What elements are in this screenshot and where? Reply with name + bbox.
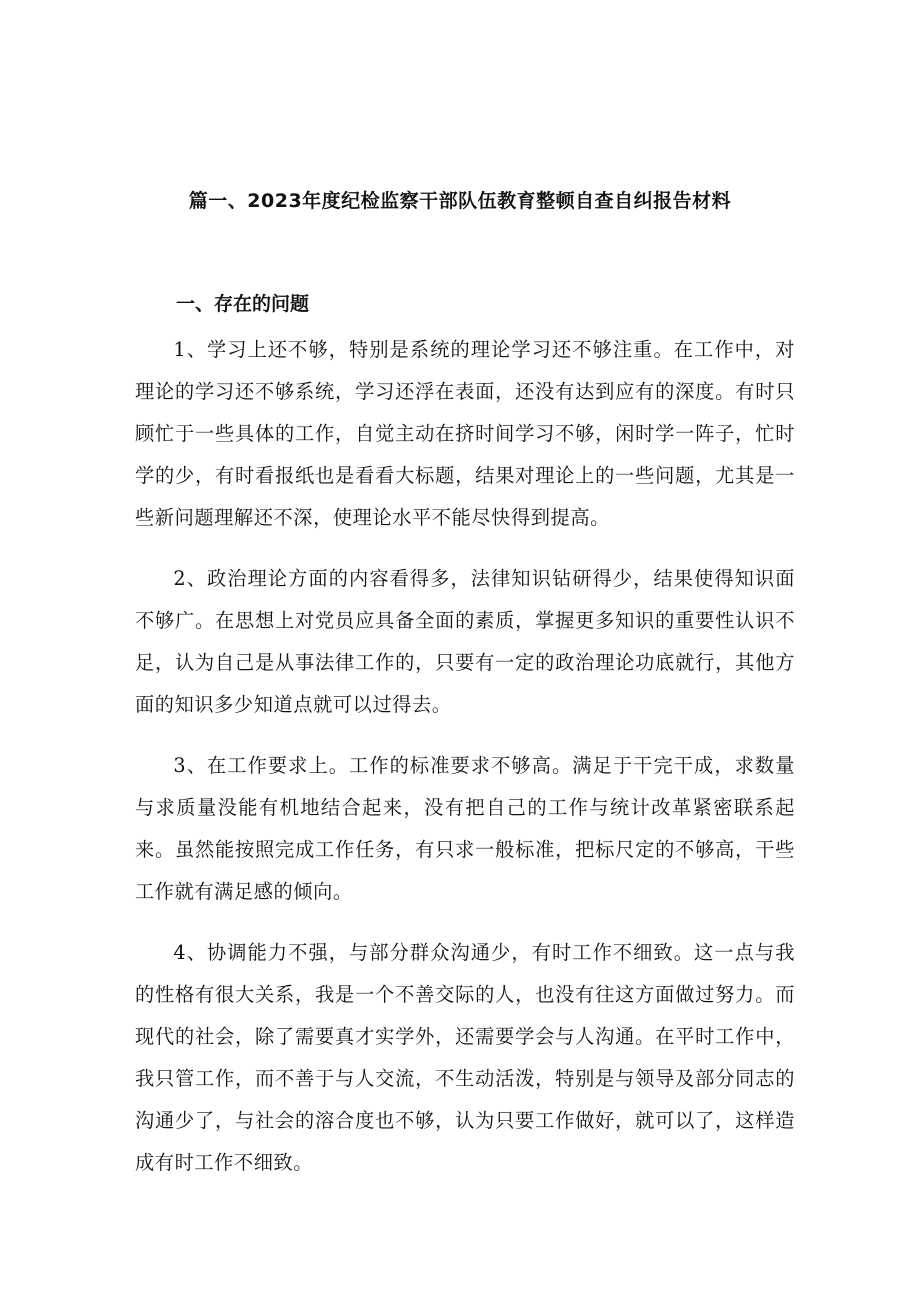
section-heading: 一、存在的问题 [176, 293, 310, 315]
paragraph-3: 3、在工作要求上。工作的标准要求不够高。满足于干完干成，求数量与求质量没能有机地结合起来，没有把自己的工作与统计改革紧密联系起来。虽然能按照完成工作任务，有只求一般标准，把标尺定的不够高，干些工作就有满足感的倾向。 [135, 754, 795, 903]
paragraph-2: 2、政治理论方面的内容看得多，法律知识钻研得少，结果使得知识面不够广。在思想上对党员应具备全面的素质，掌握更多知识的重要性认识不足，认为自己是从事法律工作的，只要有一定的政治理论功底就行，其他方面的知识多少知道点就可以过得去。 [135, 567, 795, 716]
document-body [135, 329, 795, 1203]
document-title: 篇一、2023年度纪检监察干部队伍教育整顿自查自纠报告材料 [188, 190, 732, 212]
paragraph-4: 4、协调能力不强，与部分群众沟通少，有时工作不细致。这一点与我的性格有很大关系，我是一个不善交际的人，也没有往这方面做过努力。而现代的社会，除了需要真才实学外，还需要学会与人沟通。在平时工作中，我只管工作，而不善于与人交流，不生动活泼，特别是与领导及部分同志的沟通少了，与社会的溶合度也不够，认为只要工作做好，就可以了，这样造成有时工作不细致。 [135, 941, 795, 1174]
paragraph-1: 1、学习上还不够，特别是系统的理论学习还不够注重。在工作中，对理论的学习还不够系统，学习还浮在表面，还没有达到应有的深度。有时只顾忙于一些具体的工作，自觉主动在挤时间学习不够，闲时学一阵子，忙时学的少，有时看报纸也是看看大标题，结果对理论上的一些问题，尤其是一些新问题理解还不深，使理论水平不能尽快得到提高。 [135, 338, 795, 529]
